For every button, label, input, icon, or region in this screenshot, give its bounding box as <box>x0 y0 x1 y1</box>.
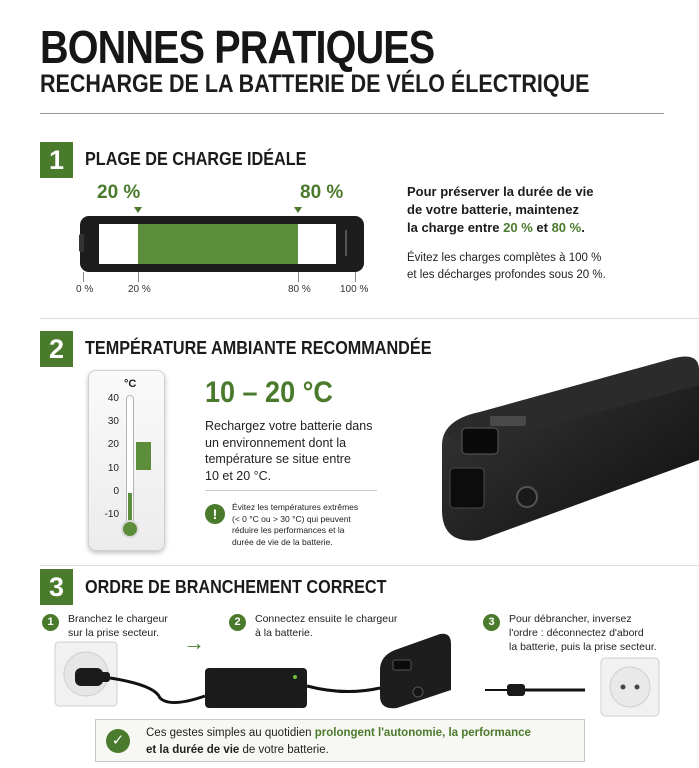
step-3-badge: 3 <box>483 614 500 631</box>
section-divider-1 <box>40 318 699 319</box>
page-subtitle: RECHARGE DE LA BATTERIE DE VÉLO ÉLECTRIQUE <box>40 70 590 98</box>
section-3-heading: ORDRE DE BRANCHEMENT CORRECT <box>85 577 387 597</box>
step-2-badge: 2 <box>229 614 246 631</box>
tick-line-20 <box>138 272 139 282</box>
battery-cap <box>79 234 84 252</box>
header-divider <box>40 113 664 114</box>
thermometer-ideal-band <box>136 442 151 470</box>
summary-text: Ces gestes simples au quotidien prolongent l'autonomie, la performance et la durée de vie de votre batterie. <box>146 727 531 756</box>
tick-label-100: 100 % <box>340 284 369 295</box>
wall-socket-right-icon <box>601 658 659 716</box>
charge-note: Évitez les charges complètes à 100 % et les décharges profondes sous 20 %. <box>407 252 606 281</box>
temperature-warning: Évitez les températures extrêmes (< 0 °C ou > 30 °C) qui peuvent réduire les performances et la durée de vie de la batterie. <box>232 502 359 547</box>
thermo-scale-10: 10 <box>107 463 119 474</box>
low-marker-icon <box>134 207 142 213</box>
thermometer-unit: °C <box>124 378 137 390</box>
thermo-scale-minus10: -10 <box>104 509 119 520</box>
battery-terminal <box>345 230 359 256</box>
thermo-scale-20: 20 <box>107 439 119 450</box>
step-3-text: Pour débrancher, inversez l'ordre : déconnectez d'abord la batterie, puis la prise secteur. <box>509 613 657 653</box>
temperature-range: 10 – 20 °C <box>205 376 333 409</box>
temperature-advice: Rechargez votre batterie dans un environnement dont la température se situe entre 10 et 20 °C. <box>205 419 373 483</box>
thermo-scale-0: 0 <box>113 486 119 497</box>
step-1-text: Branchez le chargeur sur la prise secteur. <box>68 613 168 639</box>
thermometer-bulb <box>121 520 139 538</box>
charger-icon <box>205 668 307 708</box>
thermo-scale-30: 30 <box>107 416 119 427</box>
high-marker-icon <box>294 207 302 213</box>
battery-pack-illustration <box>420 350 699 560</box>
thermo-scale-40: 40 <box>107 393 119 404</box>
temperature-divider <box>205 490 377 491</box>
tick-label-20: 20 % <box>128 284 151 295</box>
tick-line-100 <box>355 272 356 282</box>
low-marker-label: 20 % <box>97 182 141 203</box>
section-1-heading: PLAGE DE CHARGE IDÉALE <box>85 149 307 169</box>
tick-label-0: 0 % <box>76 284 94 295</box>
arrow-right-icon: → <box>183 630 205 655</box>
section-2-number: 2 <box>40 331 73 367</box>
section-2-heading: TEMPÉRATURE AMBIANTE RECOMMANDÉE <box>85 338 432 358</box>
section-1-number: 1 <box>40 142 73 178</box>
step-2-text: Connectez ensuite le chargeur à la batterie. <box>255 613 398 639</box>
charge-advice: Pour préserver la durée de vie de votre batterie, maintenez la charge entre 20 % et 80 %. <box>407 184 594 235</box>
warning-icon: ! <box>205 504 225 524</box>
high-marker-label: 80 % <box>300 182 344 203</box>
section-3-number: 3 <box>40 569 73 605</box>
small-battery-icon <box>380 634 451 709</box>
unplugged-cable-icon <box>485 684 585 696</box>
battery-ideal-range <box>138 224 298 264</box>
tick-label-80: 80 % <box>288 284 311 295</box>
page-title: BONNES PRATIQUES <box>40 21 435 73</box>
tick-line-80 <box>298 272 299 282</box>
section-divider-2 <box>40 565 699 566</box>
tick-line-0 <box>83 272 84 282</box>
connection-illustration <box>45 630 699 720</box>
check-icon: ✓ <box>106 729 130 753</box>
step-1-badge: 1 <box>42 614 59 631</box>
